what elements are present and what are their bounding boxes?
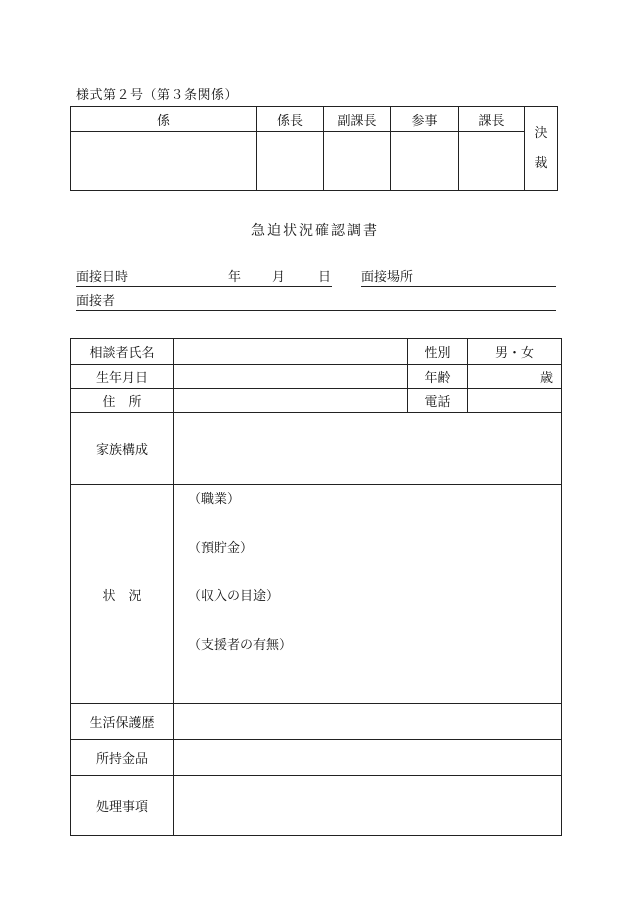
day-label: 日 bbox=[318, 270, 332, 285]
cash-label: 所持金品 bbox=[71, 740, 174, 776]
interview-datetime-label: 面接日時 bbox=[76, 270, 129, 285]
approval-header-staff: 係 bbox=[71, 107, 257, 132]
approval-stamp-table bbox=[70, 106, 558, 191]
status-item-income-prospect: （収入の目途） bbox=[188, 589, 280, 604]
age-label: 年齢 bbox=[408, 365, 468, 389]
form-number: 様式第２号（第３条関係） bbox=[76, 88, 239, 103]
interview-datetime-line[interactable] bbox=[76, 268, 332, 287]
cash-field[interactable] bbox=[174, 740, 562, 776]
month-label: 月 bbox=[272, 270, 286, 285]
approval-header-deputy-manager: 副課長 bbox=[324, 107, 391, 132]
status-item-occupation: （職業） bbox=[188, 492, 241, 507]
interview-place-line[interactable] bbox=[361, 268, 556, 287]
year-label: 年 bbox=[228, 270, 242, 285]
document-title: 急迫状況確認調書 bbox=[251, 223, 379, 239]
status-item-savings: （預貯金） bbox=[188, 541, 254, 556]
status-label: 状 況 bbox=[71, 485, 174, 704]
consultation-table bbox=[70, 338, 562, 836]
name-label: 相談者氏名 bbox=[71, 339, 174, 365]
stamp-box-chief[interactable] bbox=[257, 132, 324, 191]
name-field[interactable] bbox=[174, 339, 408, 365]
welfare-history-field[interactable] bbox=[174, 704, 562, 740]
phone-label: 電話 bbox=[408, 389, 468, 413]
address-label: 住 所 bbox=[71, 389, 174, 413]
decision-char-top: 決 bbox=[534, 125, 548, 141]
handling-field[interactable] bbox=[174, 776, 562, 836]
approval-header-councilor: 参事 bbox=[391, 107, 459, 132]
interview-place-label: 面接場所 bbox=[361, 270, 414, 285]
stamp-box-staff[interactable] bbox=[71, 132, 257, 191]
family-label: 家族構成 bbox=[71, 413, 174, 485]
status-item-supporter: （支援者の有無） bbox=[188, 638, 293, 653]
approval-decision-cell bbox=[525, 107, 558, 191]
birthdate-label: 生年月日 bbox=[71, 365, 174, 389]
approval-header-manager: 課長 bbox=[459, 107, 525, 132]
stamp-box-manager[interactable] bbox=[459, 132, 525, 191]
family-field[interactable] bbox=[174, 413, 562, 485]
stamp-box-deputy-manager[interactable] bbox=[324, 132, 391, 191]
welfare-history-label: 生活保護歴 bbox=[71, 704, 174, 740]
birthdate-field[interactable] bbox=[174, 365, 408, 389]
interviewer-label: 面接者 bbox=[76, 294, 116, 309]
address-field[interactable] bbox=[174, 389, 408, 413]
stamp-box-councilor[interactable] bbox=[391, 132, 459, 191]
sex-field[interactable]: 男・女 bbox=[468, 339, 562, 365]
decision-char-bottom: 裁 bbox=[534, 155, 548, 171]
handling-label: 処理事項 bbox=[71, 776, 174, 836]
age-field[interactable]: 歳 bbox=[468, 365, 562, 389]
sex-label: 性別 bbox=[408, 339, 468, 365]
interviewer-line[interactable] bbox=[76, 292, 556, 311]
approval-header-chief: 係長 bbox=[257, 107, 324, 132]
phone-field[interactable] bbox=[468, 389, 562, 413]
